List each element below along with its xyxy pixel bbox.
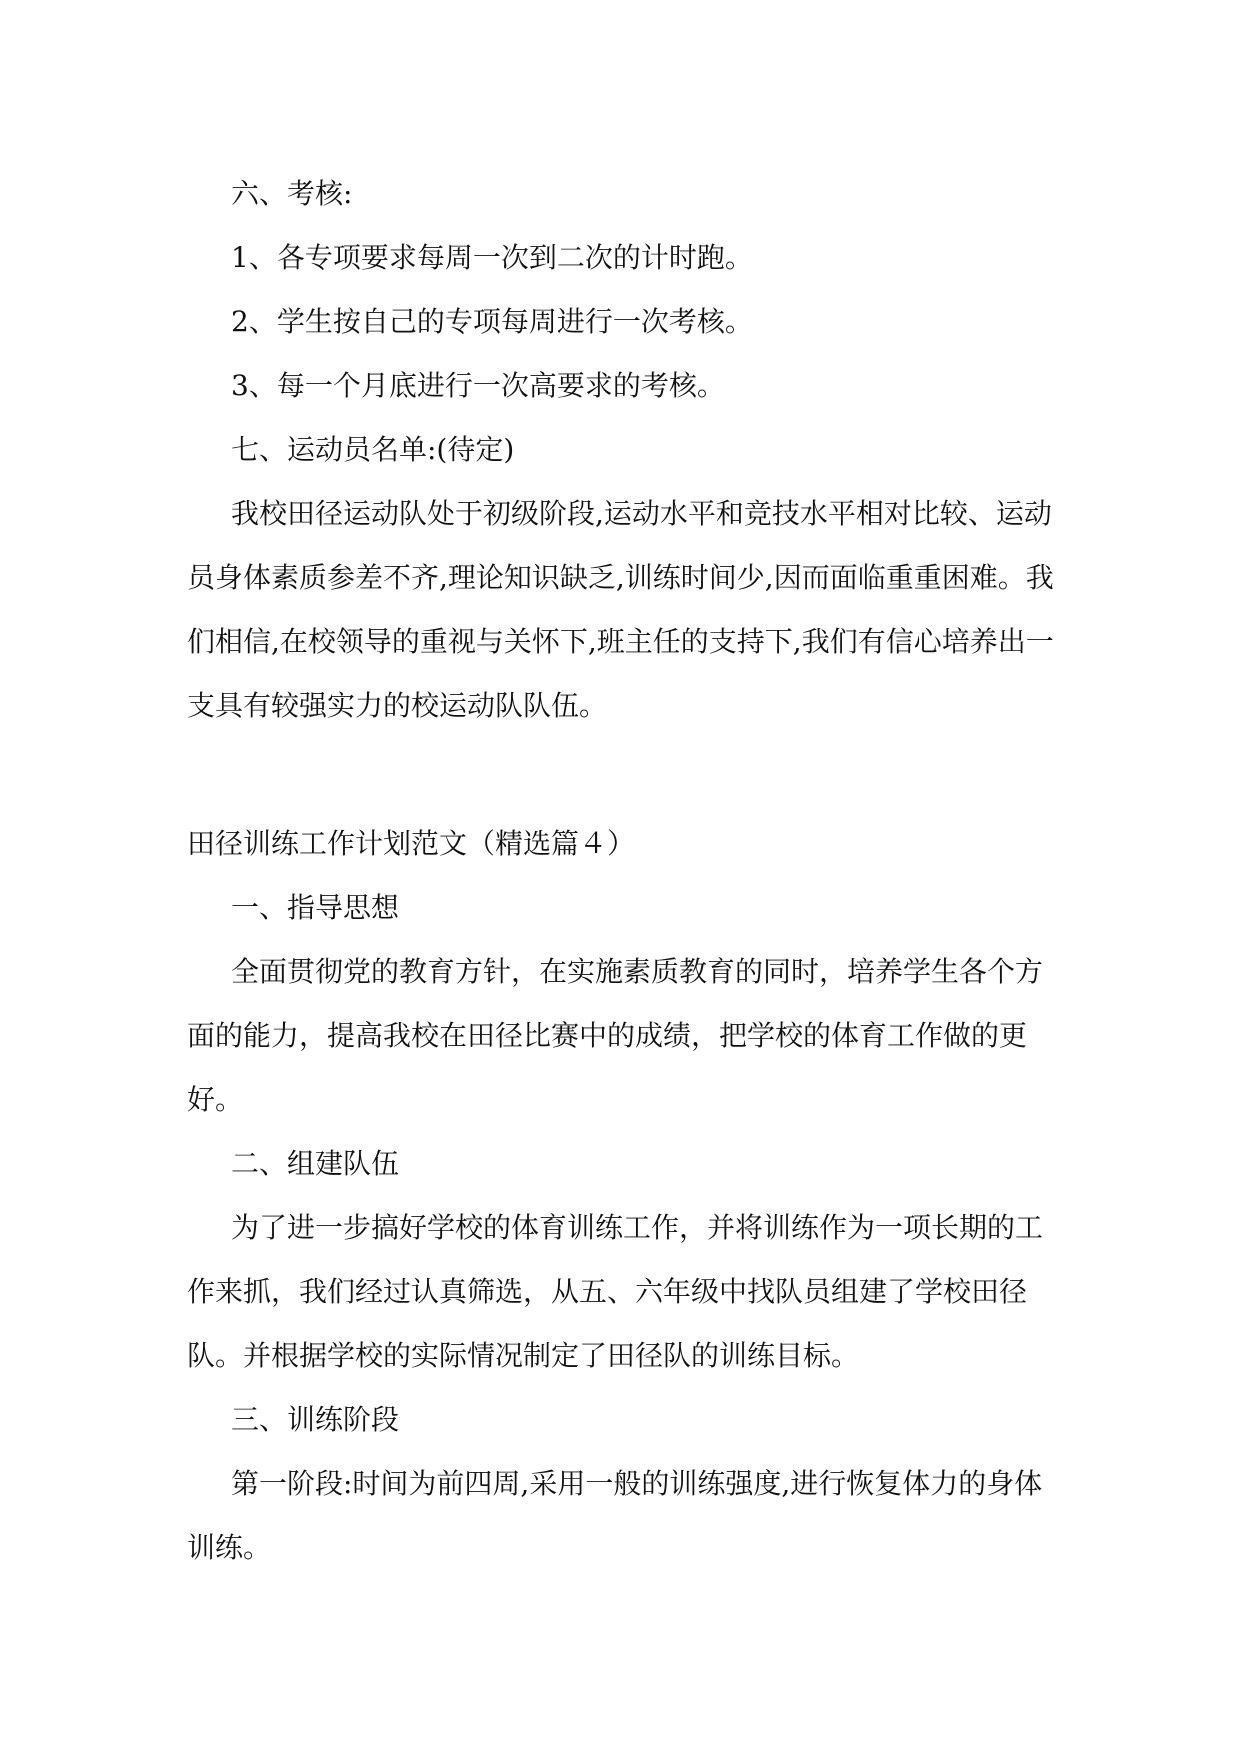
section-heading-team-building: 二、组建队伍 — [231, 1147, 400, 1180]
section-heading-assessment: 六、考核: — [231, 177, 353, 210]
list-item: 2、学生按自己的专项每周进行一次考核。 — [231, 305, 753, 338]
paragraph: 全面贯彻党的教育方针，在实施素质教育的同时，培养学生各个方面的能力，提高我校在田径比赛中的成绩，把学校的体育工作做的更好。 — [187, 955, 1044, 1116]
document-body — [187, 162, 1067, 1580]
section-heading-guiding-ideology: 一、指导思想 — [231, 891, 400, 924]
list-item: 3、每一个月底进行一次高要求的考核。 — [231, 369, 725, 402]
list-item: 1、各专项要求每周一次到二次的计时跑。 — [231, 241, 753, 274]
closing-paragraph: 我校田径运动队处于初级阶段,运动水平和竞技水平相对比较、运动员身体素质参差不齐,理论知识缺乏,训练时间少,因而面临重重困难。我们相信,在校领导的重视与关怀下,班主任的支持下,我们有信心培养出一支具有较强实力的校运动队队伍。 — [187, 497, 1054, 722]
section-spacer — [187, 738, 1067, 812]
section-heading-training-stages: 三、训练阶段 — [231, 1403, 400, 1436]
paragraph: 为了进一步搞好学校的体育训练工作，并将训练作为一项长期的工作来抓，我们经过认真筛选，从五、六年级中找队员组建了学校田径队。并根据学校的实际情况制定了田径队的训练目标。 — [187, 1211, 1044, 1372]
article-title: 田径训练工作计划范文（精选篇４） — [187, 827, 636, 860]
section-heading-athlete-list: 七、运动员名单:(待定) — [231, 433, 515, 466]
paragraph: 第一阶段:时间为前四周,采用一般的训练强度,进行恢复体力的身体训练。 — [187, 1467, 1043, 1564]
